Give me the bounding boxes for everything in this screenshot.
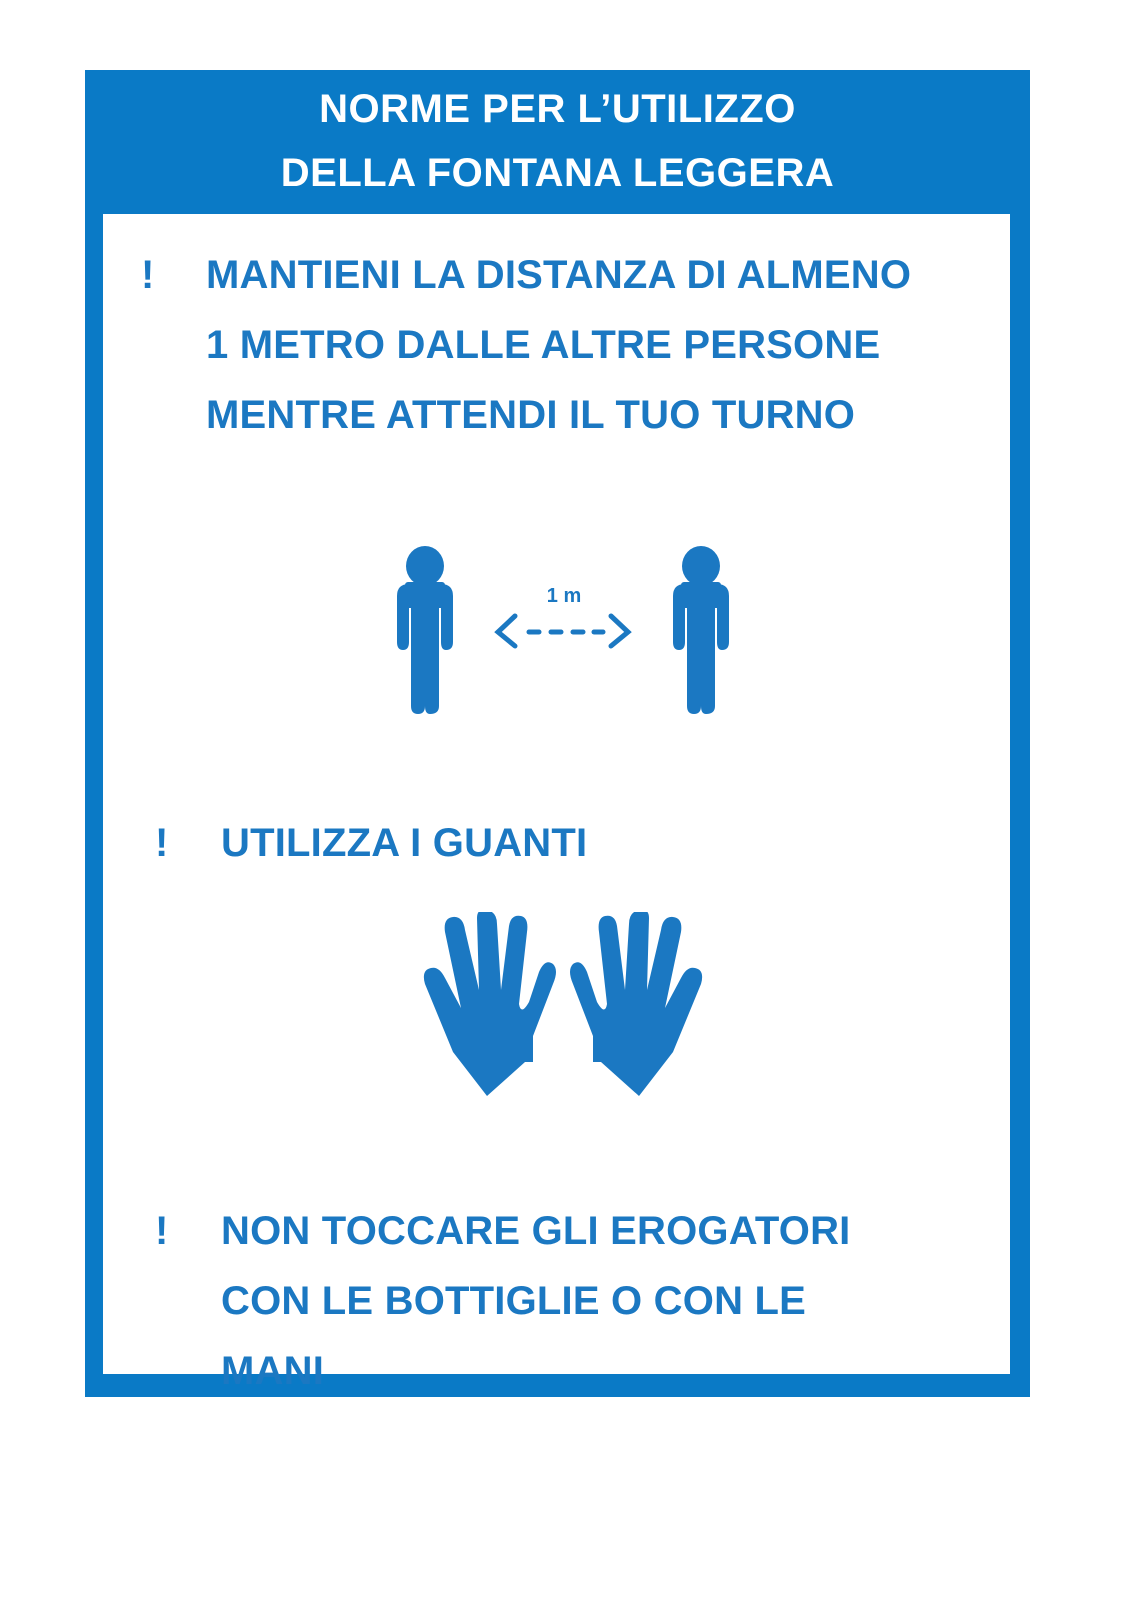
distance-label: 1 m <box>546 585 582 607</box>
gloves-icon <box>421 912 705 1096</box>
rule-gloves-text <box>221 808 587 878</box>
rule-distance-line-1: MANTIENI LA DISTANZA DI ALMENO <box>206 253 912 297</box>
rule-distance <box>141 240 1001 460</box>
rule-dispensers <box>155 1196 995 1416</box>
rule-dispensers-line-2: CON LE BOTTIGLIE O CON LE <box>221 1279 806 1323</box>
rule-dispensers-text <box>221 1196 850 1406</box>
person-right-icon <box>673 546 729 714</box>
rule-gloves <box>155 808 995 888</box>
sign-frame <box>85 70 1030 1397</box>
rule-distance-text <box>206 240 911 450</box>
sign-title-line-2: DELLA FONTANA LEGGERA <box>280 151 835 195</box>
rule-gloves-line-1: UTILIZZA I GUANTI <box>221 821 588 865</box>
rule-dispensers-line-1: NON TOCCARE GLI EROGATORI <box>221 1209 851 1253</box>
exclamation-icon: ! <box>155 1209 169 1253</box>
sign-title-line-1: NORME PER L’UTILIZZO <box>319 87 796 131</box>
people-distance-icon <box>383 546 743 714</box>
left-glove-icon <box>424 912 556 1096</box>
distance-arrow-icon <box>498 616 628 646</box>
rule-distance-line-2: 1 METRO DALLE ALTRE PERSONE <box>206 323 881 367</box>
exclamation-icon: ! <box>141 253 155 297</box>
person-left-icon <box>397 546 453 714</box>
sign-title <box>85 70 1030 212</box>
right-glove-icon <box>570 912 702 1096</box>
rule-dispensers-line-3: MANI <box>221 1349 325 1393</box>
rule-distance-line-3: MENTRE ATTENDI IL TUO TURNO <box>206 393 856 437</box>
exclamation-icon: ! <box>155 821 169 865</box>
sign-body <box>103 214 1010 1393</box>
